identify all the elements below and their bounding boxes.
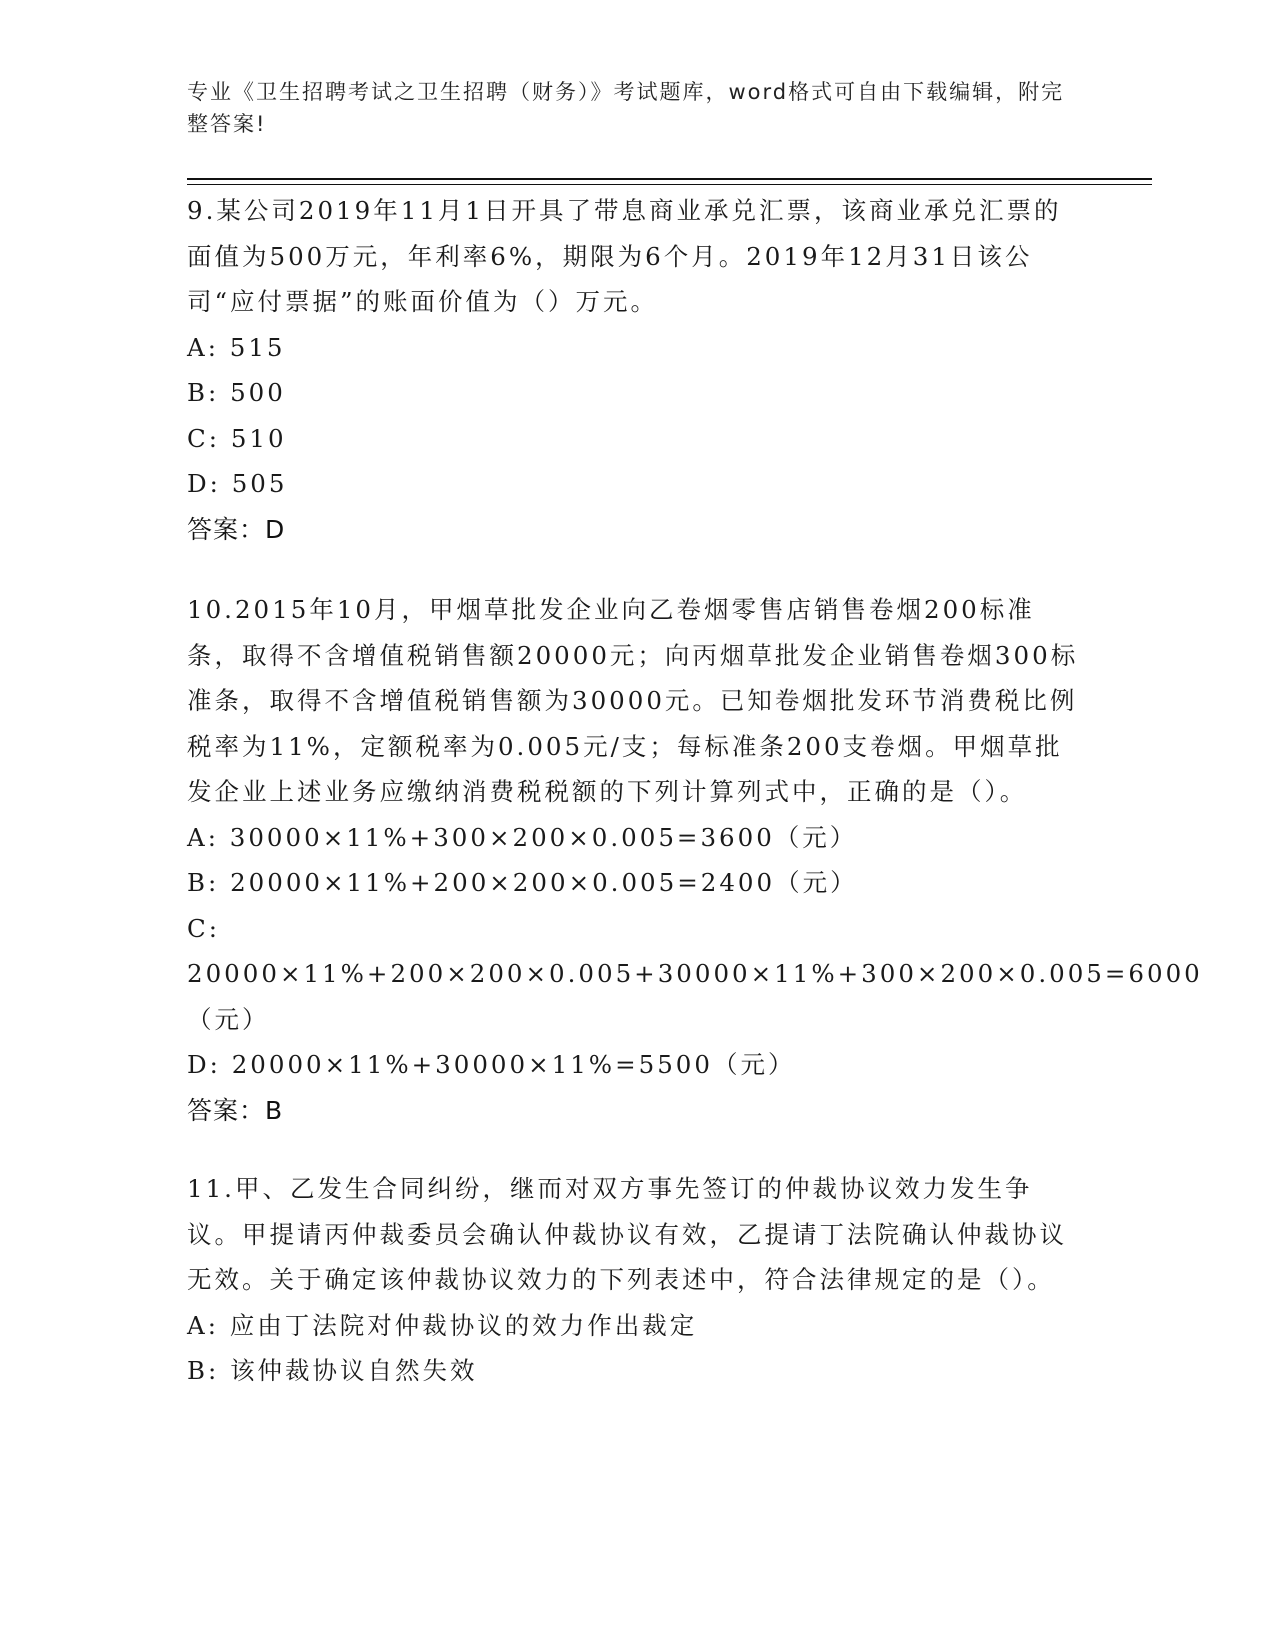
option-key: C: bbox=[187, 423, 221, 453]
option-text: 500 bbox=[230, 378, 286, 407]
question-text: 10.2015年10月，甲烟草批发企业向乙卷烟零售店销售卷烟200标准条，取得不含增值税销售额20000元；向丙烟草批发企业销售卷烟300标准条，取得不含增值税销售额为30000元。已知卷烟批发环节消费税比例税率为11%，定额税率为0.005元/支；每标准条200支卷烟。甲烟草批发企业上述业务应缴纳消费税税额的下列计算列式中，正确的是（）。 bbox=[187, 595, 1079, 806]
header-rule bbox=[187, 178, 1152, 180]
option-key: A: bbox=[187, 822, 219, 852]
option-text: 应由丁法院对仲裁协议的效力作出裁定 bbox=[229, 1310, 698, 1340]
page-header: 专业《卫生招聘考试之卫生招聘（财务）》考试题库，word格式可自由下载编辑，附完整答案! bbox=[187, 80, 1065, 136]
option-key: C: bbox=[187, 913, 221, 943]
option-c bbox=[187, 906, 1203, 1043]
question-text: 11.甲、乙发生合同纠纷，继而对双方事先签订的仲裁协议效力发生争议。甲提请丙仲裁委员会确认仲裁协议有效，乙提请丁法院确认仲裁协议无效。关于确定该仲裁协议效力的下列表述中，符合法律规定的是（）。 bbox=[187, 1174, 1067, 1294]
option-text: 20000×11%+200×200×0.005=2400（元） bbox=[230, 868, 858, 897]
option-c bbox=[187, 416, 1087, 462]
option-b bbox=[187, 860, 1087, 906]
option-a bbox=[187, 815, 1087, 861]
option-text: 20000×11%+30000×11%=5500（元） bbox=[231, 1050, 796, 1079]
option-text: 20000×11%+200×200×0.005+30000×11%+300×200×0.005=6000（元） bbox=[187, 959, 1203, 1034]
option-key: D: bbox=[187, 469, 221, 498]
option-key: B: bbox=[187, 1356, 220, 1385]
option-a bbox=[187, 1303, 1087, 1349]
option-key: A: bbox=[187, 1310, 219, 1340]
option-b bbox=[187, 1348, 1087, 1394]
option-text: 30000×11%+300×200×0.005=3600（元） bbox=[229, 822, 858, 852]
question-10 bbox=[187, 587, 1203, 1133]
option-text: 该仲裁协议自然失效 bbox=[230, 1356, 478, 1385]
option-d bbox=[187, 461, 1087, 507]
question-9 bbox=[187, 188, 1087, 552]
option-key: B: bbox=[187, 868, 220, 897]
option-b bbox=[187, 370, 1087, 416]
option-key: A: bbox=[187, 332, 219, 362]
answer-label: 答案：D bbox=[187, 514, 286, 544]
option-d bbox=[187, 1042, 1087, 1088]
header-rule-thin bbox=[187, 184, 1152, 185]
option-text: 510 bbox=[230, 423, 287, 453]
option-text: 505 bbox=[231, 469, 288, 498]
option-a bbox=[187, 325, 1087, 371]
question-11 bbox=[187, 1166, 1087, 1394]
option-key: B: bbox=[187, 378, 220, 407]
question-text: 9.某公司2019年11月1日开具了带息商业承兑汇票，该商业承兑汇票的面值为500万元，年利率6%，期限为6个月。2019年12月31日该公司“应付票据”的账面价值为（）万元。 bbox=[187, 196, 1062, 316]
option-key: D: bbox=[187, 1050, 221, 1079]
answer-label: 答案：B bbox=[187, 1095, 284, 1125]
option-text: 515 bbox=[229, 332, 286, 362]
